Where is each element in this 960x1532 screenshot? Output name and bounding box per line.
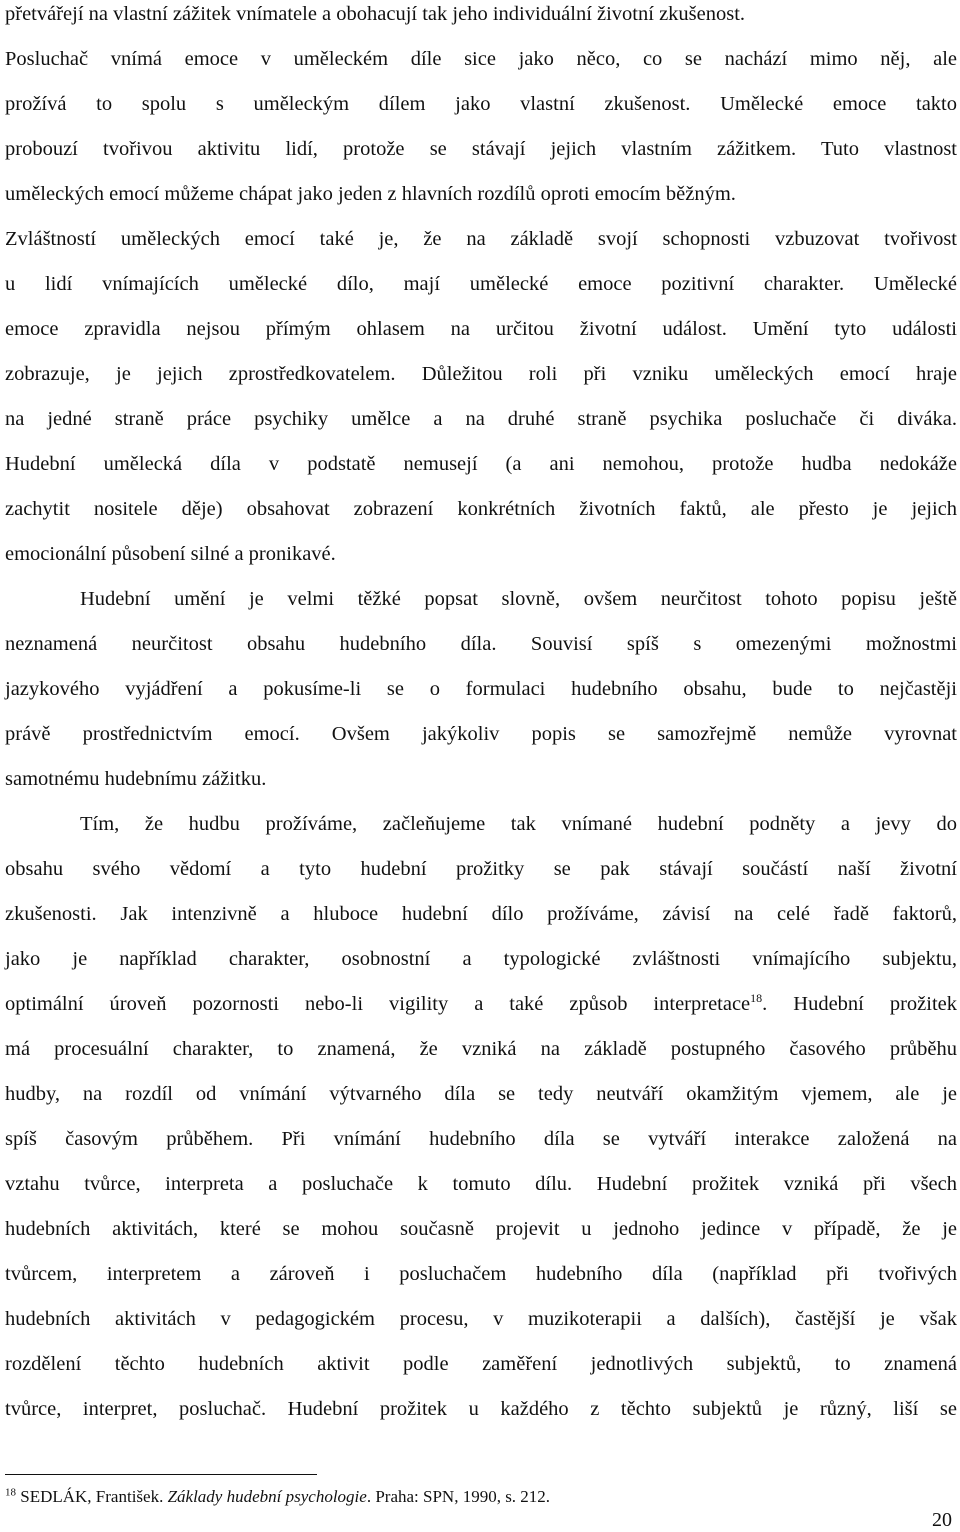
text-line: jako je například charakter, osobnostní a typologické zvláštnosti vnímajícího subjektu,	[5, 948, 957, 970]
text-line: jazykového vyjádření a pokusíme-li se o formulaci hudebního obsahu, bude to nejčastěji	[5, 678, 957, 700]
text-line: obsahu svého vědomí a tyto hudební prožitky se pak stávají součástí naší životní	[5, 858, 957, 880]
text-segment: . Hudební prožitek	[762, 993, 958, 1015]
text-line: emoce zpravidla nejsou přímým ohlasem na určitou životní událost. Umění tyto události	[5, 318, 957, 340]
text-line: má procesuální charakter, to znamená, že vzniká na základě postupného časového průběhu	[5, 1038, 957, 1060]
footnote-number: 18	[5, 1486, 16, 1499]
text-line: vztahu tvůrce, interpreta a posluchače k tomuto dílu. Hudební prožitek vzniká při všech	[5, 1173, 957, 1195]
text-line: tvůrce, interpret, posluchač. Hudební prožitek u každého z těchto subjektů je různý, liší se	[5, 1398, 957, 1420]
text-line: na jedné straně práce psychiky umělce a na druhé straně psychika posluchače či diváka.	[5, 408, 957, 430]
text-line	[5, 991, 957, 1017]
text-line: zachytit nositele děje) obsahovat zobrazení konkrétních životních faktů, ale přesto je jejich	[5, 498, 957, 520]
text-line: uměleckých emocí můžeme chápat jako jeden z hlavních rozdílů oproti emocím běžným.	[5, 183, 736, 205]
text-line: probouzí tvořivou aktivitu lidí, protože se stávají jejich vlastním zážitkem. Tuto vlastnost	[5, 138, 957, 160]
footnote-title: Základy hudební psychologie	[167, 1487, 367, 1506]
text-line: právě prostřednictvím emocí. Ovšem jakýkoliv popis se samozřejmě nemůže vyrovnat	[5, 723, 957, 745]
footnote-publication: . Praha: SPN, 1990, s. 212.	[366, 1487, 551, 1506]
text-line: prožívá to spolu s uměleckým dílem jako vlastní zkušenost. Umělecké emoce takto	[5, 93, 957, 115]
text-line: Posluchač vnímá emoce v uměleckém díle sice jako něco, co se nachází mimo něj, ale	[5, 48, 957, 70]
footnote-divider	[5, 1474, 317, 1475]
text-line: Hudební umění je velmi těžké popsat slovně, ovšem neurčitost tohoto popisu ještě	[80, 588, 957, 610]
text-line: Tím, že hudbu prožíváme, začleňujeme tak vnímané hudební podněty a jevy do	[80, 813, 957, 835]
text-line: hudebních aktivitách v pedagogickém procesu, v muzikoterapii a dalších), častější je však	[5, 1308, 957, 1330]
text-line: zkušenosti. Jak intenzivně a hluboce hudební dílo prožíváme, závisí na celé řadě faktorů,	[5, 903, 957, 925]
footnote	[5, 1486, 550, 1508]
text-line: spíš časovým průběhem. Při vnímání hudebního díla se vytváří interakce založená na	[5, 1128, 957, 1150]
text-line: hudby, na rozdíl od vnímání výtvarného díla se tedy neutváří okamžitým vjemem, ale je	[5, 1083, 957, 1105]
text-line: rozdělení těchto hudebních aktivit podle zaměření jednotlivých subjektů, to znamená	[5, 1353, 957, 1375]
text-line: Hudební umělecká díla v podstatě nemusejí (a ani nemohou, protože hudba nedokáže	[5, 453, 957, 475]
page-number: 20	[932, 1509, 952, 1531]
text-line: neznamená neurčitost obsahu hudebního díla. Souvisí spíš s omezenými možnostmi	[5, 633, 957, 655]
text-segment: optimální úroveň pozornosti nebo-li vigility a také způsob interpretace	[5, 993, 751, 1015]
text-line: emocionální působení silné a pronikavé.	[5, 543, 336, 565]
footnote-ref: 18	[750, 991, 763, 1006]
text-line: hudebních aktivitách, které se mohou současně projevit u jednoho jedince v případě, že je	[5, 1218, 957, 1240]
text-line: zobrazuje, je jejich zprostředkovatelem. Důležitou roli při vzniku uměleckých emocí hraje	[5, 363, 957, 385]
text-line: samotnému hudebnímu zážitku.	[5, 768, 267, 790]
text-line: přetvářejí na vlastní zážitek vnímatele a obohacují tak jeho individuální životní zkušenost.	[5, 3, 746, 25]
footnote-author: SEDLÁK, František.	[16, 1487, 168, 1506]
text-line: tvůrcem, interpretem a zároveň i posluchačem hudebního díla (například při tvořivých	[5, 1263, 957, 1285]
text-line: Zvláštností uměleckých emocí také je, že na základě svojí schopnosti vzbuzovat tvořivost	[5, 228, 957, 250]
text-line: u lidí vnímajících umělecké dílo, mají umělecké emoce pozitivní charakter. Umělecké	[5, 273, 957, 295]
